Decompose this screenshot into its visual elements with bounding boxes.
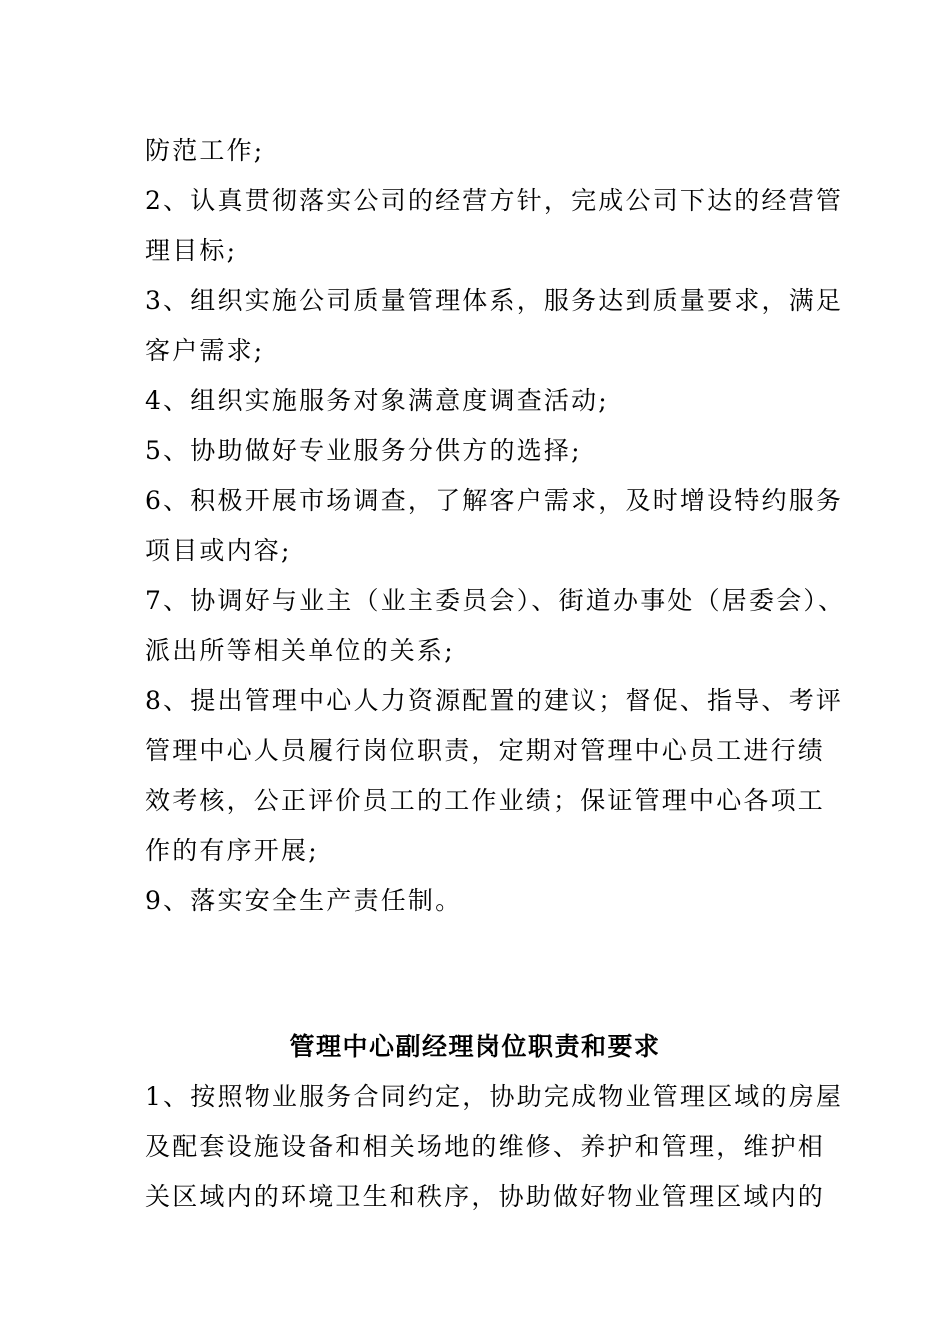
paragraph-line: 及配套设施设备和相关场地的维修、养护和管理，维护相 <box>145 1132 826 1161</box>
paragraph-line: 作的有序开展; <box>145 836 319 865</box>
paragraph-line: 6、积极开展市场调查，了解客户需求，及时增设特约服务 <box>145 486 844 515</box>
paragraph-line: 7、协调好与业主（业主委员会）、街道办事处（居委会）、 <box>145 586 846 615</box>
paragraph-line: 防范工作; <box>145 136 265 165</box>
paragraph-line: 5、协助做好专业服务分供方的选择; <box>145 436 582 465</box>
paragraph-line: 管理中心人员履行岗位职责，定期对管理中心员工进行绩 <box>145 736 826 765</box>
paragraph-line: 效考核，公正评价员工的工作业绩；保证管理中心各项工 <box>145 786 826 815</box>
paragraph-line: 2、认真贯彻落实公司的经营方针，完成公司下达的经营管 <box>145 186 844 215</box>
paragraph-line: 8、提出管理中心人力资源配置的建议；督促、指导、考评 <box>145 686 844 715</box>
paragraph-line: 4、组织实施服务对象满意度调查活动; <box>145 386 609 415</box>
paragraph-line: 1、按照物业服务合同约定，协助完成物业管理区域的房屋 <box>145 1082 844 1111</box>
paragraph-line: 客户需求; <box>145 336 265 365</box>
paragraph-line: 项目或内容; <box>145 536 292 565</box>
paragraph-line: 9、落实安全生产责任制。 <box>145 886 463 915</box>
paragraph-line: 派出所等相关单位的关系; <box>145 636 455 665</box>
section-heading: 管理中心副经理岗位职责和要求 <box>289 1032 661 1061</box>
paragraph-line: 3、组织实施公司质量管理体系，服务达到质量要求，满足 <box>145 286 844 315</box>
paragraph-line: 理目标; <box>145 236 238 265</box>
paragraph-line: 关区域内的环境卫生和秩序，协助做好物业管理区域内的 <box>145 1182 826 1211</box>
